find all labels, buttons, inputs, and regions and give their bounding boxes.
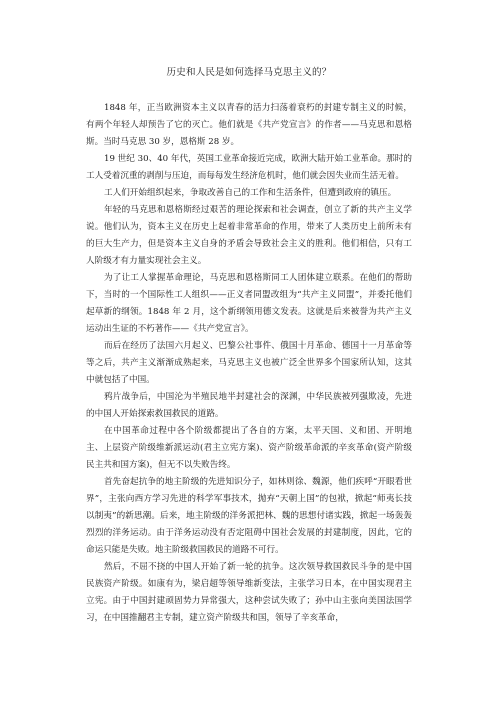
document-title: 历史和人民是如何选择马克思主义的？ <box>166 67 332 78</box>
paragraph-10: 然后，不屈不挠的中国人开始了新一轮的抗争。这次领导救国救民斗争的是中国民族资产阶级。如康有为，梁启超等领导维新变法，主张学习日本，在中国实现君主立宪。由于中国封建顽固势力异常强大，这种尝试失败了；孙中山主张向美国法国学习，在中国推翻君主专制，建立资产阶级共和国，领导了辛亥革命， <box>86 562 412 623</box>
paragraph-9: 首先奋起抗争的地主阶级的先进知识分子，如林则徐、魏源，他们疾呼“开眼看世界”，主张向西方学习先进的科学军事技术，抛弃“天朝上国”的包袱，掀起“师夷长技以制夷”的新思潮。后来，地主阶级的洋务派把林、魏的思想付诸实践，掀起一场轰轰烈烈的洋务运动。由于洋务运动没有否定阻碍中国社会发展的封建制度，因此，它的命运只能是失败。地主阶级救国救民的道路不可行。 <box>86 477 412 555</box>
paragraph-8: 在中国革命过程中各个阶级都提出了各自的方案，太平天国、义和团、开明地主、上层资产阶级维新派运动(君主立宪方案)、资产阶级革命派的辛亥革命(资产阶级民主共和国方案)，但无不以失败告终。 <box>86 426 412 470</box>
paragraph-7: 鸦片战争后，中国沦为半殖民地半封建社会的深渊，中华民族被列强欺凌，先进的中国人开始探索救国救民的道路。 <box>86 392 412 419</box>
paragraph-2: 19 世纪 30、40 年代，英国工业革命接近完成，欧洲大陆开始工业革命。那时的工人受着沉重的剥削与压迫，而每每发生经济危机时，他们就会因失业而生活无着。 <box>86 154 412 181</box>
paragraph-5: 为了让工人掌握革命理论，马克思和恩格斯同工人团体建立联系。在他们的帮助下，当时的一个国际性工人组织——正义者同盟改组为“共产主义同盟”，并委托他们起草新的纲领。1848 年 2 月，这个新纲领用德文发表。这就是后来被誉为共产主义运动出生证的不朽著作——《共产党宣言》。 <box>86 273 412 334</box>
paragraph-3: 工人们开始组织起来，争取改善自己的工作和生活条件，但遭到政府的镇压。 <box>104 188 397 198</box>
paragraph-1: 1848 年，正当欧洲资本主义以青春的活力扫荡着衰朽的封建专制主义的时候，有两个年轻人却预告了它的灭亡。他们就是《共产党宣言》的作者——马克思和恩格斯。当时马克思 30 岁，恩格斯 28 岁。 <box>86 103 412 147</box>
paragraph-4: 年轻的马克思和恩格斯经过艰苦的理论探索和社会调查，创立了新的共产主义学说。他们认为，资本主义在历史上起着非常革命的作用，带来了人类历史上前所未有的巨大生产力，但是资本主义自身的矛盾会导致社会主义的胜利。他们相信，只有工人阶级才有力量实现社会主义。 <box>86 205 412 266</box>
paragraph-6: 而后在经历了法国六月起义、巴黎公社事件、俄国十月革命、德国十一月革命等等之后，共产主义渐渐成熟起来，马克思主义也被广泛全世界多个国家所认知，这其中就包括了中国。 <box>86 341 412 385</box>
document-page <box>86 66 412 627</box>
